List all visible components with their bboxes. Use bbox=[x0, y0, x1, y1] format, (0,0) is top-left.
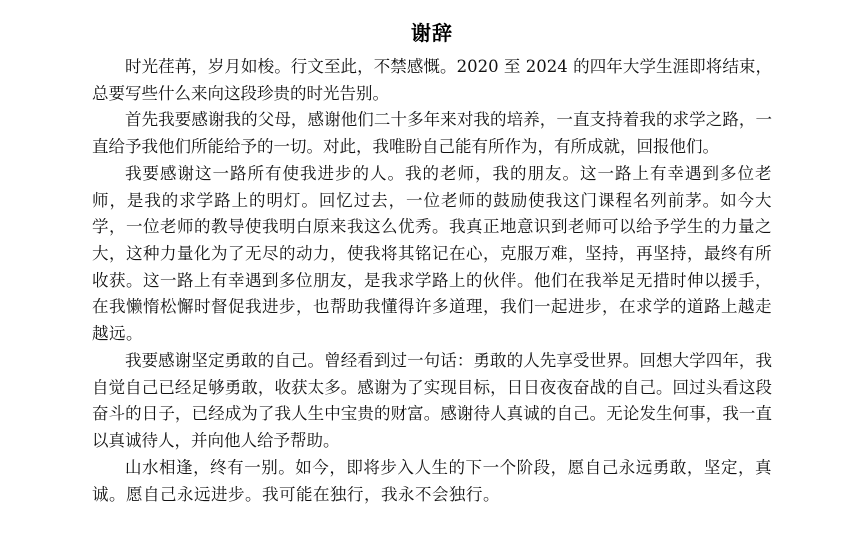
page-title: 谢辞 bbox=[411, 21, 453, 45]
paragraph-2: 首先我要感谢我的父母，感谢他们二十多年来对我的培养，一直支持着我的求学之路，一直给予我他们所能给予的一切。对此，我唯盼自己能有所作为，有所成就，回报他们。 bbox=[92, 110, 772, 157]
paragraph-5: 山水相逢，终有一别。如今，即将步入人生的下一个阶段，愿自己永远勇敢，坚定，真诚。愿自己永远进步。我可能在独行，我永不会独行。 bbox=[92, 457, 772, 504]
paragraph-1: 时光荏苒，岁月如梭。行文至此，不禁感慨。2020 至 2024 的四年大学生涯即将结束，总要写些什么来向这段珍贵的时光告别。 bbox=[92, 57, 772, 103]
paragraph-3: 我要感谢这一路所有使我进步的人。我的老师，我的朋友。这一路上有幸遇到多位老师，是我的求学路上的明灯。回忆过去，一位老师的鼓励使我这门课程名列前茅。如今大学，一位老师的教导使我明白原来我这么优秀。我真正地意识到老师可以给予学生的力量之大，这种力量化为了无尽的动力，使我将其铭记在心，克服万难，坚持，再坚持，最终有所收获。这一路上有幸遇到多位朋友，是我求学路上的伙伴。他们在我举足无措时伸以援手，在我懒惰松懈时督促我进步，也帮助我懂得许多道理，我们一起进步，在求学的道路上越走越远。 bbox=[92, 163, 772, 344]
paragraph-4: 我要感谢坚定勇敢的自己。曾经看到过一句话：勇敢的人先享受世界。回想大学四年，我自觉自己已经足够勇敢，收获太多。感谢为了实现目标，日日夜夜奋战的自己。回过头看这段奋斗的日子，已经成为了我人生中宝贵的财富。感谢待人真诚的自己。无论发生何事，我一直以真诚待人，并向他人给予帮助。 bbox=[92, 350, 772, 451]
